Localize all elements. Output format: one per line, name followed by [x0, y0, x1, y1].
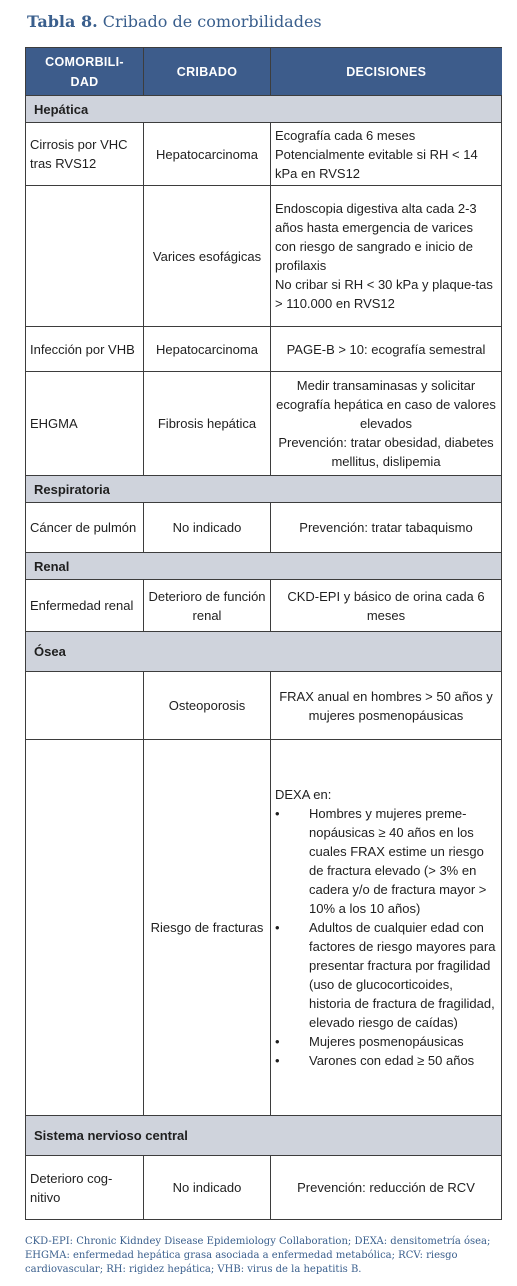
decision-line: Ecografía cada 6 meses — [275, 127, 416, 143]
decision-cell: FRAX anual en hombres > 50 años y mujeres posmenopáusicas — [271, 672, 502, 740]
header-comorbidity-line2: DAD — [70, 74, 99, 89]
comorbidity-cell: Cirrosis por VHC tras RVS12 — [26, 123, 144, 186]
decision-cell — [271, 740, 502, 1116]
table-row — [26, 580, 502, 632]
comorbidity-table — [25, 47, 502, 1220]
decision-line: Potencialmente evitable si RH < 14 kPa en RVS12 — [275, 146, 478, 181]
table-row — [26, 327, 502, 372]
screening-cell: Osteoporosis — [144, 672, 271, 740]
table-title — [27, 12, 322, 31]
decision-cell: Prevención: tratar tabaquismo — [271, 503, 502, 553]
screening-cell: Riesgo de fracturas — [144, 740, 271, 1116]
screening-cell: Hepatocarcinoma — [144, 327, 271, 372]
list-item: • Adultos de cualquier edad con factores de riesgo mayores para presentar fractura por fragilidad (uso de glucocorticoides, historia de fractura de fragilidad, elevado riesgo de caídas) — [275, 918, 497, 1032]
screening-cell: Hepatocarcinoma — [144, 123, 271, 186]
comorbidity-cell: Enfermedad renal — [26, 580, 144, 632]
header-comorbidity — [26, 48, 144, 96]
header-decisions: DECISIONES — [271, 48, 502, 96]
screening-cell: Varices esofágicas — [144, 186, 271, 327]
section-row — [26, 553, 502, 580]
header-screening: CRIBADO — [144, 48, 271, 96]
table-header-row — [26, 48, 502, 96]
comorbidity-cell — [26, 186, 144, 327]
decision-line: Endoscopia digestiva alta cada 2-3 años hasta emergencia de varices con riesgo de sangrado e inicio de profilaxis — [275, 201, 477, 273]
section-row — [26, 632, 502, 672]
comorbidity-cell: EHGMA — [26, 372, 144, 476]
table-row — [26, 372, 502, 476]
screening-cell: Deterioro de función renal — [144, 580, 271, 632]
section-hepatica: Hepática — [26, 96, 502, 123]
section-renal: Renal — [26, 553, 502, 580]
comorbidity-cell — [26, 672, 144, 740]
decision-cell — [271, 123, 502, 186]
table-row — [26, 123, 502, 186]
decision-cell — [271, 372, 502, 476]
table-row — [26, 186, 502, 327]
decision-cell: Prevención: reducción de RCV — [271, 1156, 502, 1220]
section-osea: Ósea — [26, 632, 502, 672]
table-row — [26, 672, 502, 740]
section-respiratoria: Respiratoria — [26, 476, 502, 503]
screening-cell: No indicado — [144, 1156, 271, 1220]
comorbidity-cell: Deterioro cog-nitivo — [26, 1156, 144, 1220]
list-item: • Varones con edad ≥ 50 años — [275, 1051, 497, 1070]
decision-line: Medir transaminasas y solicitar ecografía hepática en caso de valores elevados — [276, 378, 496, 431]
section-snc: Sistema nervioso central — [26, 1116, 502, 1156]
comorbidity-cell: Infección por VHB — [26, 327, 144, 372]
table-row — [26, 1156, 502, 1220]
decision-cell: PAGE-B > 10: ecografía semestral — [271, 327, 502, 372]
list-item: • Mujeres posmenopáusicas — [275, 1032, 497, 1051]
header-comorbidity-line1: COMORBILI- — [45, 54, 124, 69]
section-row — [26, 96, 502, 123]
comorbidity-cell — [26, 740, 144, 1116]
list-item: • Hombres y mujeres preme-nopáusicas ≥ 40 años en los cuales FRAX estime un riesgo de fractura elevado (> 3% en cadera y/o de fractura mayor > 10% a los 10 años) — [275, 804, 497, 918]
table-row — [26, 503, 502, 553]
table-row — [26, 740, 502, 1116]
decision-line: No cribar si RH < 30 kPa y plaque-tas > 110.000 en RVS12 — [275, 277, 493, 311]
screening-cell: No indicado — [144, 503, 271, 553]
decision-intro: DEXA en: — [275, 787, 332, 802]
decision-line: Prevención: tratar obesidad, diabetes mellitus, dislipemia — [278, 435, 494, 469]
table-label: Tabla 8. — [27, 12, 98, 31]
table-caption: Cribado de comorbilidades — [102, 12, 322, 31]
comorbidity-cell: Cáncer de pulmón — [26, 503, 144, 553]
table-footnote: CKD-EPI: Chronic Kidndey Disease Epidemiology Collaboration; DEXA: densitometría ósea; EHGMA: enfermedad hepática grasa asociada a enfermedad metabólica; RCV: riesgo cardiovascular; RH: rigidez hepática; VHB: virus de la hepatitis B. — [25, 1236, 491, 1275]
screening-cell: Fibrosis hepática — [144, 372, 271, 476]
section-row — [26, 476, 502, 503]
section-row — [26, 1116, 502, 1156]
decision-cell: CKD-EPI y básico de orina cada 6 meses — [271, 580, 502, 632]
decision-cell — [271, 186, 502, 327]
